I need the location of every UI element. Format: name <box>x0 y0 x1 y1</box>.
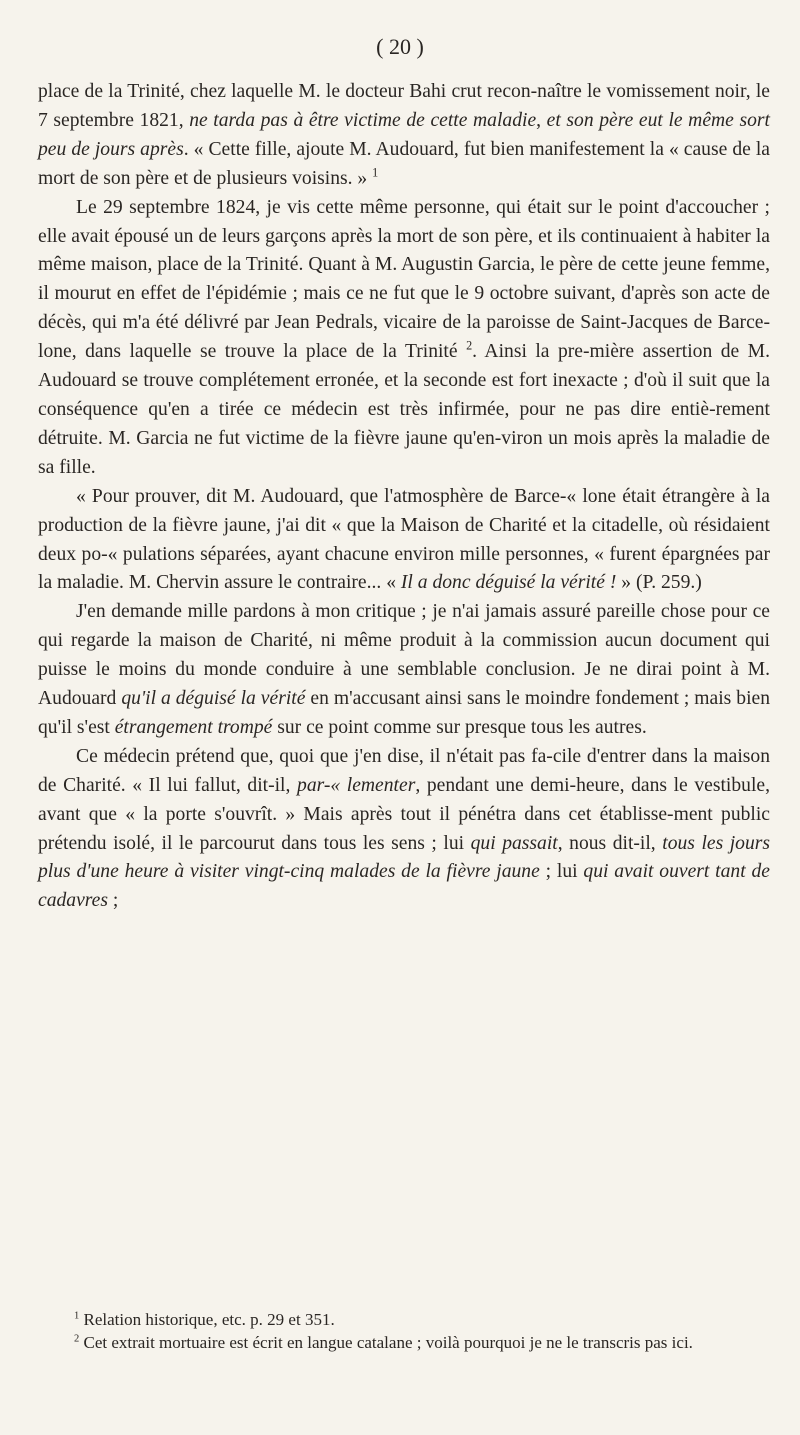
text-run: « Pour prouver, dit M. Audouard, que l'atmosphère de Barce-« lone était étrangère à la production de la fièvre jaune, j'ai dit « que la Maison de Charité et la citadelle, où résidaient deux po-« pulations séparées, ayant chacune environ mille personnes, « furent épargnées par la maladie. M. Chervin assure le contraire... « <box>38 485 770 594</box>
paragraph <box>38 598 770 743</box>
footnote-marker: 2 <box>74 1333 80 1345</box>
italic-text: qu'il a déguisé la vérité <box>121 688 306 710</box>
paragraph <box>38 483 770 599</box>
paragraph <box>38 78 770 194</box>
footnote-marker: 1 <box>74 1310 80 1322</box>
italic-text: par-« lementer <box>297 774 416 796</box>
page-number: ( 20 ) <box>376 34 424 59</box>
text-run: Ce médecin prétend que, quoi que j'en dise, il n'était pas fa-cile d'entrer dans la maison de Charité. « Il lui fallut, dit-il, <box>38 745 770 796</box>
footnote <box>38 1331 770 1354</box>
italic-text: qui avait ouvert tant de cadavres <box>38 861 770 912</box>
text-run: , <box>536 109 547 131</box>
text-run: J'en demande mille pardons à mon critique ; je n'ai jamais assuré pareille chose pour ce qui regarde la maison de Charité, ni même produit à la commission aucun document qui puisse le moins du monde conduire à une semblable conclusion. Je ne dirai point à M. Audouard <box>38 601 770 710</box>
italic-text: ne tarda pas à être victime de cette maladie <box>189 109 537 131</box>
text-run: , nous dit-il, <box>557 832 663 854</box>
body-text <box>38 78 770 916</box>
text-run: place de la Trinité, chez laquelle M. le docteur Bahi crut recon-naître le vomissement noir, le 7 septembre 1821, <box>38 81 770 131</box>
paragraph <box>38 743 770 916</box>
paragraph <box>38 194 770 483</box>
footnotes <box>38 1308 770 1354</box>
text-run: ; <box>108 890 119 912</box>
text-run: sur ce point comme sur presque tous les autres. <box>272 716 647 738</box>
footnote-ref: 1 <box>372 165 379 180</box>
text-run: ; lui <box>539 861 584 883</box>
text-run: en m'accusant ainsi sans le moindre fondement ; mais bien qu'il s'est <box>38 688 771 738</box>
footnote-ref: 2 <box>466 338 473 353</box>
italic-text: et son père eut le même sort peu de jours après <box>38 109 770 160</box>
italic-text: Il a donc déguisé la vérité ! <box>400 572 617 594</box>
footnote-text: Relation historique, etc. p. 29 et 351. <box>83 1310 335 1329</box>
italic-text: étrangement trompé <box>114 716 273 738</box>
footnote <box>38 1308 770 1331</box>
text-run: Le 29 septembre 1824, je vis cette même personne, qui était sur le point d'accoucher ; elle avait épousé un de leurs garçons après la mort de son père, et ils continuaient à habiter la même maison, place de la Trinité. Quant à M. Augustin Garcia, le père de cette jeune femme, il mourut en effet de l'épidémie ; mais ce ne fut que le 9 octobre suivant, d'après son acte de décès, qui m'a été délivré par Jean Pedrals, vicaire de la paroisse de Saint-Jacques de Barce-lone, dans laquelle se trouve la place de la Trinité <box>38 196 770 363</box>
text-run: . « Cette fille, ajoute M. Audouard, fut bien manifestement la « cause de la mort de son père et de plusieurs voisins. » <box>38 138 770 189</box>
text-run: » (P. 259.) <box>616 572 702 594</box>
italic-text: tous les jours plus d'une heure à visiter vingt-cinq malades de la fièvre jaune <box>38 832 771 883</box>
text-run: , pendant une demi-heure, dans le vestibule, avant que « la porte s'ouvrît. » Mais après tout il pénétra dans cet établisse-ment public prétendu isolé, il le parcourut dans tous les sens ; lui <box>38 774 770 854</box>
italic-text: qui passait <box>470 832 558 854</box>
footnote-text: Cet extrait mortuaire est écrit en langue catalane ; voilà pourquoi je ne le transcris pas ici. <box>83 1333 693 1352</box>
text-run: . Ainsi la pre-mière assertion de M. Audouard se trouve complétement erronée, et la seconde est fort inexacte ; d'où il suit que la conséquence qu'en a tirée ce médecin est très infirmée, pour ne pas dire entiè-rement détruite. M. Garcia ne fut victime de la fièvre jaune qu'en-viron un mois après la maladie de sa fille. <box>38 341 771 478</box>
